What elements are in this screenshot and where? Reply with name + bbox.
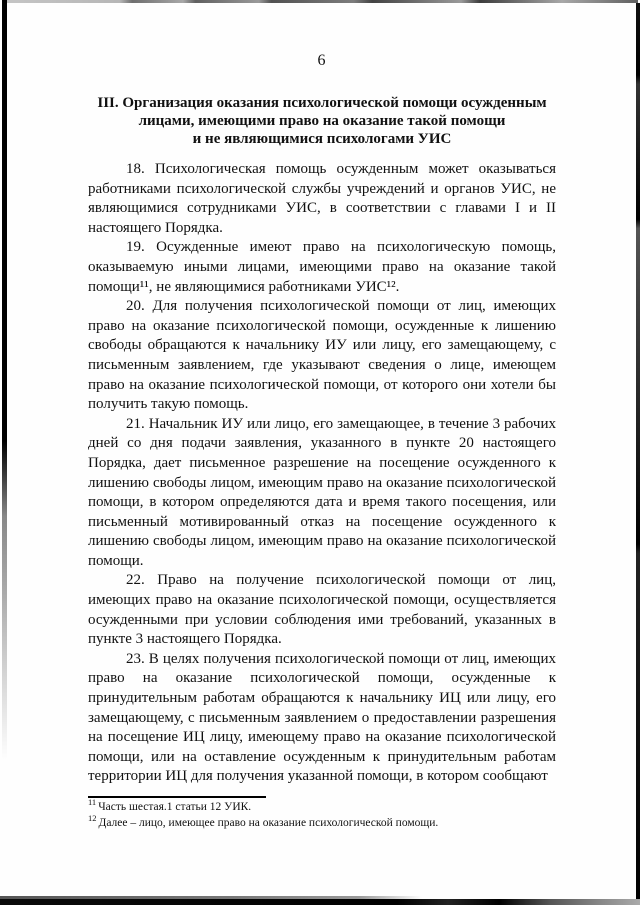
paragraph-20: 20. Для получения психологической помощи от лиц, имеющих право на оказание психологической помощи, осужденные к лишению свободы обращаются к начальнику ИУ или лицу, его замещающему, с письменным заявлением, где указывают сведения о лице, имеющем право на оказание психологической помощи, от которого они хотели бы получить такую помощь. — [88, 298, 556, 413]
section-heading — [88, 94, 556, 148]
body-text — [88, 160, 556, 787]
scan-artifact-right-edge — [636, 3, 640, 905]
footnote-separator-rule — [88, 796, 266, 798]
paragraph-23: 23. В целях получения психологической помощи от лиц, имеющих право на оказание психологической помощи, осужденные к принудительным работам обращаются к начальнику ИЦ или лицу, его замещающему, с письменным заявлением о предоставлении разрешения на посещение ИЦ лицу, имеющему право на оказание психологической помощи, или на оставление осужденным к принудительным работам территории ИЦ для получения указанной помощи, в котором сообщают — [88, 650, 556, 785]
page-number: 6 — [317, 52, 327, 69]
section-heading-line-3: и не являющимися психологами УИС — [192, 131, 452, 147]
footnote-11-text: Часть шестая.1 статьи 12 УИК. — [98, 801, 252, 813]
footnote-11 — [88, 797, 556, 816]
scan-artifact-left-edge — [2, 0, 7, 760]
footnote-12-text: Далее – лицо, имеющее право на оказание психологической помощи. — [98, 816, 439, 829]
paragraph-18: 18. Психологическая помощь осужденным может оказываться работниками психологической службы учреждений и органов УИС, не являющимися сотрудниками УИС, в соответствии с главами I и II настоящего Порядка. — [88, 161, 556, 236]
scan-artifact-bottom-edge — [0, 899, 640, 905]
paragraph-19: 19. Осужденные имеют право на психологическую помощь, оказываемую иными лицами, имеющими право на оказание такой помощи¹¹, не являющимися работниками УИС¹². — [88, 239, 556, 295]
footnote-12 — [88, 812, 556, 832]
footnote-12-marker: 12 — [88, 812, 97, 823]
section-heading-line-1: III. Организация оказания психологической помощи осужденным — [97, 95, 547, 111]
section-heading-line-2: лицами, имеющими право на оказание такой помощи — [138, 113, 506, 129]
page-content — [88, 0, 556, 831]
paragraph-21: 21. Начальник ИУ или лицо, его замещающее, в течение 3 рабочих дней со дня подачи заявления, указанного в пункте 20 настоящего Порядка, дает письменное разрешение на посещение осужденного к лишению свободы лицом, имеющим право на оказание психологической помощи, в котором определяются дата и время такого посещения, или письменный мотивированный отказ на посещение осужденного к лишению свободы лицом, имеющим право на оказание психологической помощи. — [88, 415, 556, 569]
paragraph-22: 22. Право на получение психологической помощи от лиц, имеющих право на оказание психологической помощи, осуществляется осужденными при условии соблюдения ими требований, указанных в пункте 3 настоящего Порядка. — [88, 572, 556, 648]
footnotes — [88, 797, 556, 831]
footnote-11-marker: 11 — [88, 797, 97, 808]
